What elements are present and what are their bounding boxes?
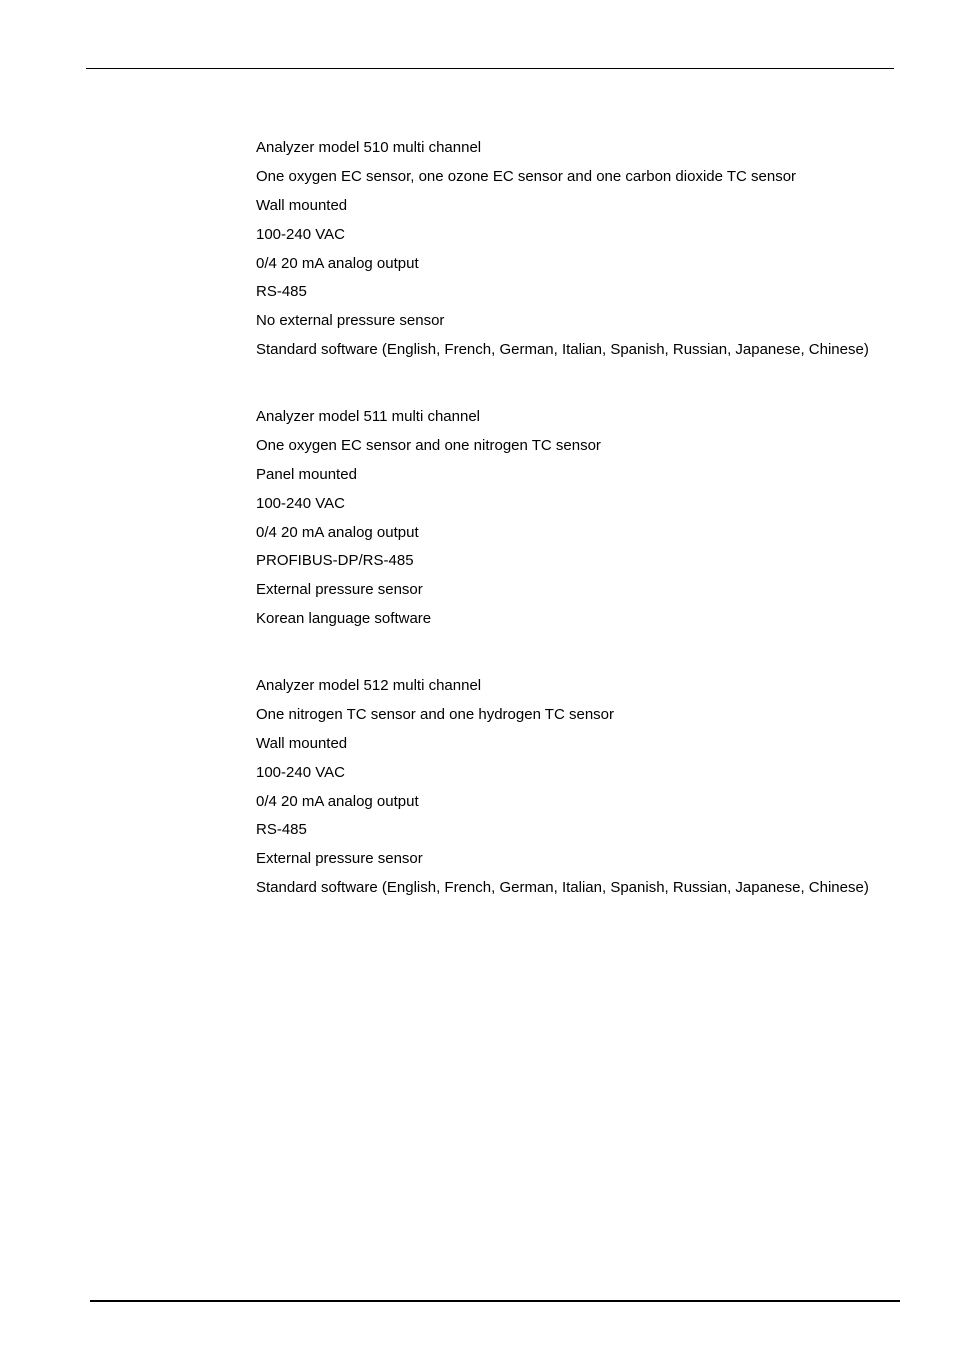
analog-output-line: 0/4 20 mA analog output xyxy=(256,523,419,541)
footer-rule xyxy=(90,1300,900,1302)
sensors-line: One nitrogen TC sensor and one hydrogen TC sensor xyxy=(256,705,614,723)
model-line: Analyzer model 512 multi channel xyxy=(256,677,482,694)
communication-line: PROFIBUS-DP/RS-485 xyxy=(256,552,414,570)
pressure-sensor-line: No external pressure sensor xyxy=(256,312,445,330)
configuration-511 xyxy=(256,406,936,637)
configuration-512 xyxy=(256,675,936,906)
model-line: Analyzer model 511 multi channel xyxy=(256,408,481,425)
header-rule xyxy=(86,68,894,69)
pressure-sensor-line: External pressure sensor xyxy=(256,850,423,868)
software-line: Standard software (English, French, German, Italian, Spanish, Russian, Japanese, Chinese) xyxy=(256,879,869,897)
model-line: Analyzer model 510 multi channel xyxy=(256,139,482,156)
mounting-line: Wall mounted xyxy=(256,196,348,214)
pressure-sensor-line: External pressure sensor xyxy=(256,581,423,599)
power-line: 100-240 VAC xyxy=(256,763,345,781)
software-line: Korean language software xyxy=(256,610,432,628)
analog-output-line: 0/4 20 mA analog output xyxy=(256,254,419,272)
analog-output-line: 0/4 20 mA analog output xyxy=(256,792,419,810)
mounting-line: Panel mounted xyxy=(256,465,357,483)
sensors-line: One oxygen EC sensor, one ozone EC sensor and one carbon dioxide TC sensor xyxy=(256,167,797,185)
software-line: Standard software (English, French, German, Italian, Spanish, Russian, Japanese, Chinese) xyxy=(256,341,869,359)
power-line: 100-240 VAC xyxy=(256,225,345,243)
configuration-510 xyxy=(256,137,936,368)
power-line: 100-240 VAC xyxy=(256,494,345,512)
communication-line: RS-485 xyxy=(256,821,307,839)
mounting-line: Wall mounted xyxy=(256,734,348,752)
sensors-line: One oxygen EC sensor and one nitrogen TC sensor xyxy=(256,436,601,454)
communication-line: RS-485 xyxy=(256,283,307,301)
